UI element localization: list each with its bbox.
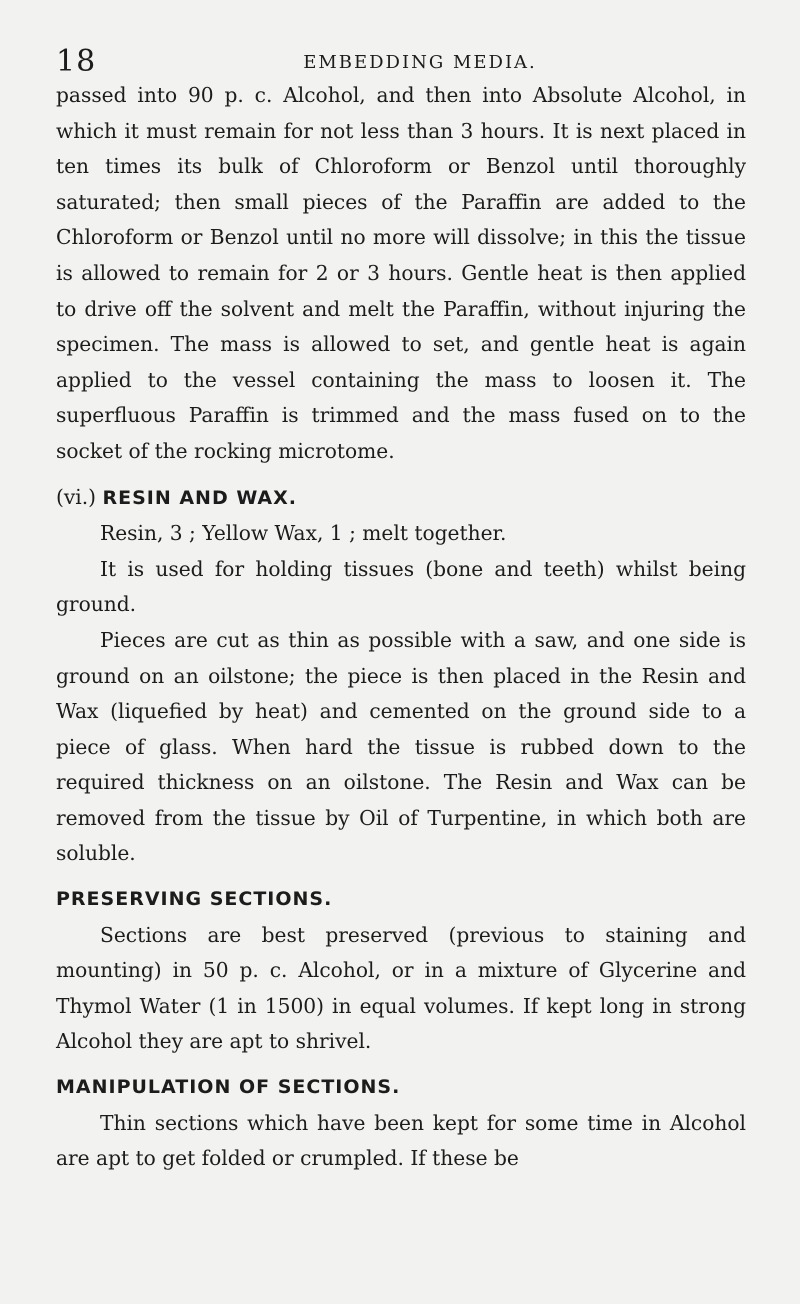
resin-method: Pieces are cut as thin as possible with a saw, and one side is ground on an oilstone; the piece is then placed in the Resin and Wax (liquefied by heat) and cemented on the ground side to a piece of glass. When hard the tissue is rubbed down to the required thickness on an oilstone. The Resin and Wax can be removed from the tissue by Oil of Turpentine, in which both are soluble. — [56, 627, 746, 866]
section-heading-preserving-sections: PRESERVING SECTIONS. — [56, 888, 333, 911]
resin-use: It is used for holding tissues (bone and teeth) whilst being ground. — [56, 556, 746, 617]
paragraph-paraffin-process: passed into 90 p. c. Alcohol, and then into Absolute Alcohol, in which it must remain for not less than 3 hours. It is next placed in ten times its bulk of Chloroform or Benzol until thoroughly saturated; then small pieces of the Paraffin are added to the Chloroform or Benzol until no more will dissolve; in this the tissue is allowed to remain for 2 or 3 hours. Gentle heat is then applied to drive off the solvent and melt the Paraffin, without injuring the specimen. The mass is allowed to set, and gentle heat is again applied to the vessel containing the mass to loosen it. The superfluous Paraffin is trimmed and the mass fused on to the socket of the rocking microtome. — [56, 83, 746, 463]
section-title: RESIN AND WAX. — [102, 486, 297, 509]
resin-formula: Resin, 3 ; Yellow Wax, 1 ; melt together. — [100, 521, 507, 546]
section-number: (vi.) — [56, 484, 97, 509]
running-head: EMBEDDING MEDIA. — [303, 52, 537, 73]
page-number: 18 — [56, 44, 97, 79]
body-text — [56, 78, 746, 1177]
section-heading-resin-and-wax — [56, 480, 746, 517]
section-heading-manipulation-of-sections: MANIPULATION OF SECTIONS. — [56, 1076, 401, 1099]
preserving-sections-text: Sections are best preserved (previous to staining and mounting) in 50 p. c. Alcohol, or in a mixture of Glycerine and Thymol Water (1 in 1500) in equal volumes. If kept long in strong Alcohol they are apt to shrivel. — [56, 922, 746, 1054]
manipulation-sections-text: Thin sections which have been kept for some time in Alcohol are apt to get folded or crumpled. If these be — [56, 1110, 746, 1171]
